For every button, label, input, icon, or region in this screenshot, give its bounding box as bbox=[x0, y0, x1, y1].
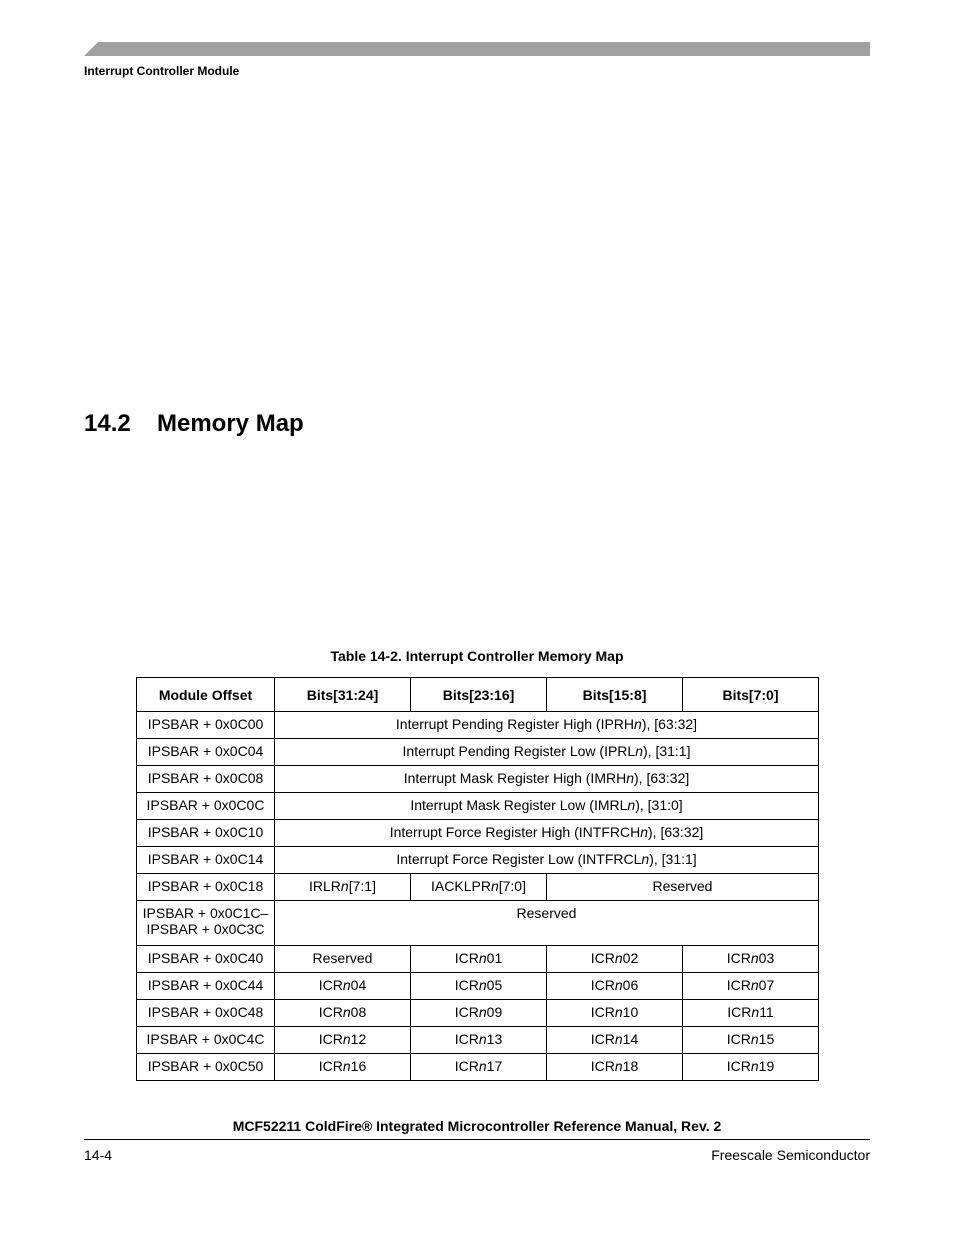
table-row bbox=[137, 874, 819, 901]
footer-rule bbox=[84, 1139, 870, 1140]
module-offset-cell: IPSBAR + 0x0C08 bbox=[137, 766, 275, 793]
register-cell: Interrupt Force Register Low (INTFRCLn), [31:1] bbox=[275, 847, 819, 874]
register-cell: ICRn07 bbox=[683, 973, 819, 1000]
register-cell: ICRn09 bbox=[411, 1000, 547, 1027]
table-row bbox=[137, 1027, 819, 1054]
section-number: 14.2 bbox=[84, 410, 131, 437]
module-offset-cell: IPSBAR + 0x0C40 bbox=[137, 946, 275, 973]
running-head: Interrupt Controller Module bbox=[84, 64, 240, 78]
register-cell: ICRn12 bbox=[275, 1027, 411, 1054]
table-row bbox=[137, 739, 819, 766]
column-header: Bits[23:16] bbox=[411, 678, 547, 712]
section-title-text: Memory Map bbox=[157, 410, 304, 437]
register-cell: IACKLPRn[7:0] bbox=[411, 874, 547, 901]
memory-map-table bbox=[136, 677, 819, 1081]
column-header: Module Offset bbox=[137, 678, 275, 712]
table-row bbox=[137, 766, 819, 793]
module-offset-cell: IPSBAR + 0x0C44 bbox=[137, 973, 275, 1000]
module-offset-cell: IPSBAR + 0x0C4C bbox=[137, 1027, 275, 1054]
module-offset-cell: IPSBAR + 0x0C04 bbox=[137, 739, 275, 766]
table-body bbox=[137, 712, 819, 1081]
module-offset-cell: IPSBAR + 0x0C18 bbox=[137, 874, 275, 901]
register-cell: Reserved bbox=[275, 901, 819, 946]
register-cell: Interrupt Pending Register Low (IPRLn), [31:1] bbox=[275, 739, 819, 766]
company-name: Freescale Semiconductor bbox=[711, 1147, 870, 1163]
table-header-row bbox=[137, 678, 819, 712]
register-cell: ICRn17 bbox=[411, 1054, 547, 1081]
register-cell: ICRn11 bbox=[683, 1000, 819, 1027]
module-offset-cell: IPSBAR + 0x0C50 bbox=[137, 1054, 275, 1081]
register-cell: ICRn19 bbox=[683, 1054, 819, 1081]
register-cell: ICRn14 bbox=[547, 1027, 683, 1054]
register-cell: ICRn01 bbox=[411, 946, 547, 973]
module-offset-cell: IPSBAR + 0x0C14 bbox=[137, 847, 275, 874]
register-cell: ICRn10 bbox=[547, 1000, 683, 1027]
register-cell: Interrupt Mask Register High (IMRHn), [63:32] bbox=[275, 766, 819, 793]
module-offset-cell: IPSBAR + 0x0C00 bbox=[137, 712, 275, 739]
header-bar bbox=[84, 42, 870, 56]
module-offset-cell: IPSBAR + 0x0C1C– IPSBAR + 0x0C3C bbox=[137, 901, 275, 946]
register-cell: ICRn15 bbox=[683, 1027, 819, 1054]
register-cell: ICRn03 bbox=[683, 946, 819, 973]
page-number: 14-4 bbox=[84, 1147, 113, 1163]
register-cell: ICRn02 bbox=[547, 946, 683, 973]
table-row bbox=[137, 901, 819, 946]
register-cell: ICRn05 bbox=[411, 973, 547, 1000]
module-offset-cell: IPSBAR + 0x0C10 bbox=[137, 820, 275, 847]
module-offset-cell: IPSBAR + 0x0C0C bbox=[137, 793, 275, 820]
register-cell: IRLRn[7:1] bbox=[275, 874, 411, 901]
table-row bbox=[137, 820, 819, 847]
table-row bbox=[137, 847, 819, 874]
table-row bbox=[137, 946, 819, 973]
register-cell: ICRn08 bbox=[275, 1000, 411, 1027]
column-header: Bits[31:24] bbox=[275, 678, 411, 712]
table-row bbox=[137, 1054, 819, 1081]
table-row bbox=[137, 973, 819, 1000]
table-row bbox=[137, 712, 819, 739]
register-cell: Interrupt Mask Register Low (IMRLn), [31:0] bbox=[275, 793, 819, 820]
register-cell: ICRn04 bbox=[275, 973, 411, 1000]
section-title bbox=[84, 410, 304, 438]
table-row bbox=[137, 1000, 819, 1027]
table-caption: Table 14-2. Interrupt Controller Memory Map bbox=[330, 648, 624, 664]
register-cell: Interrupt Pending Register High (IPRHn), [63:32] bbox=[275, 712, 819, 739]
column-header: Bits[15:8] bbox=[547, 678, 683, 712]
register-cell: ICRn18 bbox=[547, 1054, 683, 1081]
register-cell: ICRn06 bbox=[547, 973, 683, 1000]
module-offset-cell: IPSBAR + 0x0C48 bbox=[137, 1000, 275, 1027]
footer-manual-title: MCF52211 ColdFire® Integrated Microcontroller Reference Manual, Rev. 2 bbox=[232, 1118, 722, 1134]
register-cell: Reserved bbox=[275, 946, 411, 973]
register-cell: ICRn13 bbox=[411, 1027, 547, 1054]
register-cell: Reserved bbox=[547, 874, 819, 901]
table-row bbox=[137, 793, 819, 820]
column-header: Bits[7:0] bbox=[683, 678, 819, 712]
header-bar-shape bbox=[84, 42, 870, 56]
register-cell: ICRn16 bbox=[275, 1054, 411, 1081]
register-cell: Interrupt Force Register High (INTFRCHn), [63:32] bbox=[275, 820, 819, 847]
